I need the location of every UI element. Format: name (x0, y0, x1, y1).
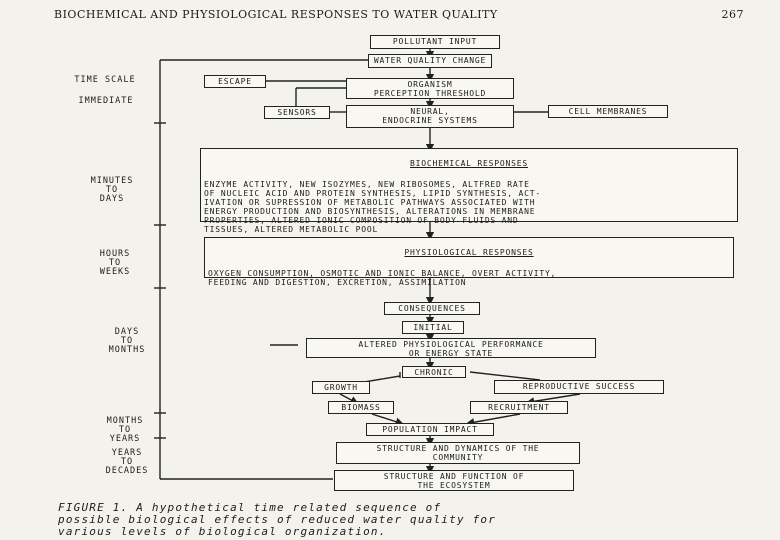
pollutant-input-box: POLLUTANT INPUT (370, 35, 500, 49)
water-quality-change-box: WATER QUALITY CHANGE (368, 54, 492, 68)
escape-box: ESCAPE (204, 75, 266, 88)
recruitment-box: RECRUITMENT (470, 401, 568, 414)
initial-box: INITIAL (402, 321, 464, 334)
biomass-box: BIOMASS (328, 401, 394, 414)
growth-box: GROWTH (312, 381, 370, 394)
neural-endocrine-box: NEURAL, ENDOCRINE SYSTEMS (346, 105, 514, 128)
reproductive-success-box: REPRODUCTIVE SUCCESS (494, 380, 664, 394)
time-immediate-label: IMMEDIATE (78, 96, 134, 106)
biochemical-responses-box (200, 148, 738, 234)
time-minutes-days-label: MINUTES TO DAYS (90, 176, 134, 204)
sensors-box: SENSORS (264, 106, 330, 119)
consequences-box: CONSEQUENCES (384, 302, 480, 315)
physiological-body: OXYGEN CONSUMPTION, OSMOTIC AND IONIC BALANCE, OVERT ACTIVITY, FEEDING AND DIGESTION, EXCRETION, ASSIMILATION (208, 269, 557, 287)
community-box: STRUCTURE AND DYNAMICS OF THE COMMUNITY (336, 442, 580, 464)
time-scale-heading: TIME SCALE (74, 75, 136, 85)
chronic-box: CHRONIC (402, 366, 466, 378)
population-impact-box: POPULATION IMPACT (366, 423, 494, 436)
time-hours-weeks-label: HOURS TO WEEKS (99, 249, 131, 277)
physiological-responses-box (204, 237, 734, 287)
physiological-title: PHYSIOLOGICAL RESPONSES (404, 248, 534, 257)
organism-threshold-box: ORGANISM PERCEPTION THRESHOLD (346, 78, 514, 99)
biochemical-title: BIOCHEMICAL RESPONSES (410, 159, 528, 168)
page-number: 267 (721, 8, 744, 21)
time-days-months-label: DAYS TO MONTHS (108, 327, 146, 355)
altered-performance-box: ALTERED PHYSIOLOGICAL PERFORMANCE OR ENERGY STATE (306, 338, 596, 358)
time-months-years-label: MONTHS TO YEARS (106, 416, 144, 444)
ecosystem-box: STRUCTURE AND FUNCTION OF THE ECOSYSTEM (334, 470, 574, 491)
time-years-decades-label: YEARS TO DECADES (105, 448, 149, 476)
figure-caption: FIGURE 1. A hypothetical time related sequence of possible biological effects of reduced water quality for various levels of biological organization. (58, 501, 497, 538)
cell-membranes-box: CELL MEMBRANES (548, 105, 668, 118)
running-title: BIOCHEMICAL AND PHYSIOLOGICAL RESPONSES TO WATER QUALITY (54, 8, 498, 21)
biochemical-body: ENZYME ACTIVITY, NEW ISOZYMES, NEW RIBOSOMES, ALTFRED RATE OF NUCLEIC ACID AND PROTEIN SYNTHESIS, LIPID SYNTHESIS, ACT- IVATION OR SUPRESSION OF METABOLIC PATHWAYS ASSOCIATED WITH ENERGY PRODUCTION AND BIOSYNTHESIS, ALTERATIONS IN MEMBRANE PROPERTIES, ALTERED IONIC COMPOSITION OF BODY FLUIDS AND TISSUES, ALTERED METABOLIC POOL (204, 180, 541, 234)
